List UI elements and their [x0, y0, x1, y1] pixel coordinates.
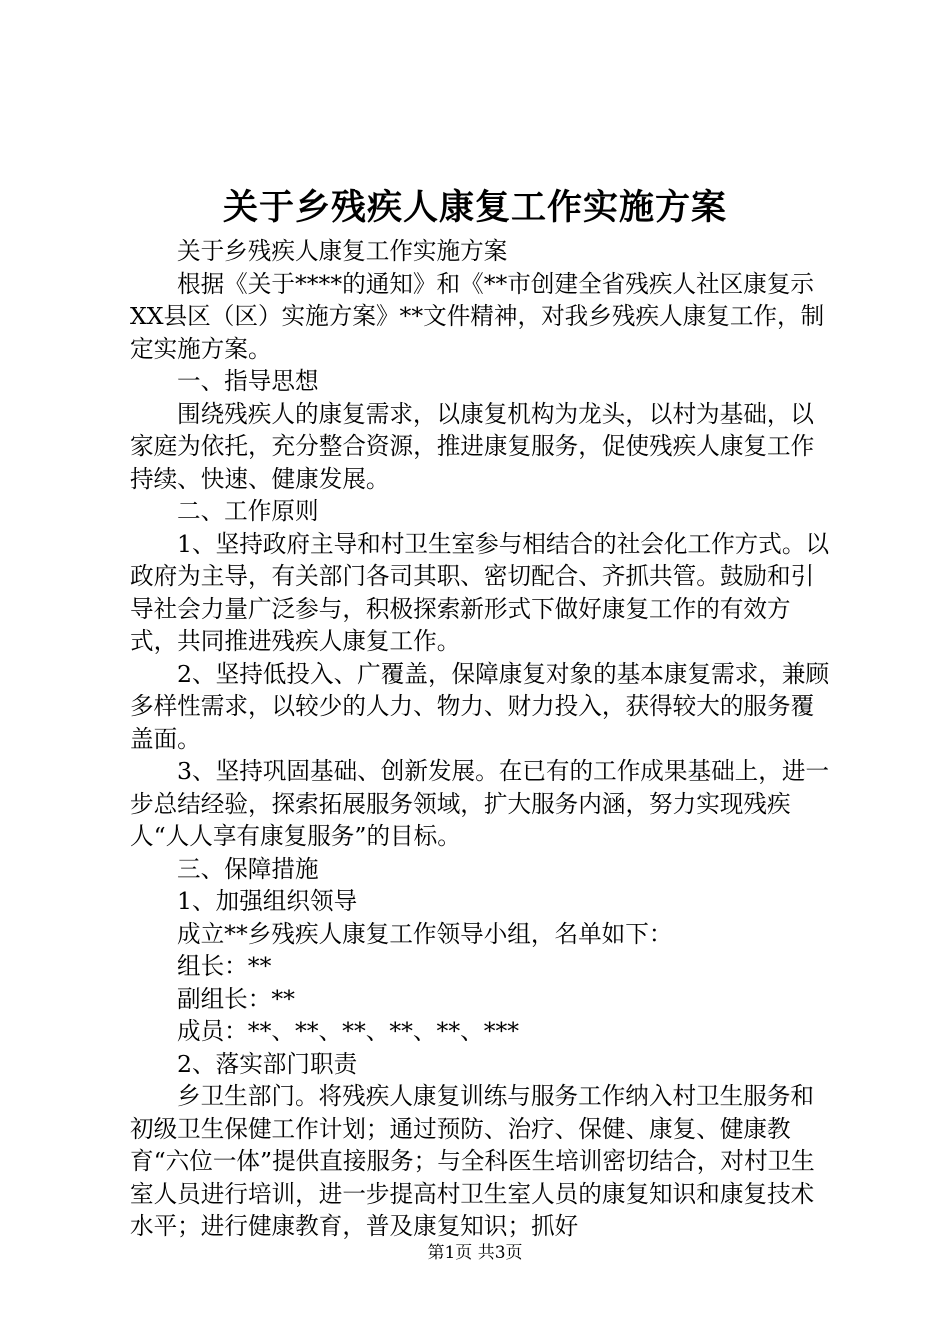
page-footer: 第1页 共3页 — [427, 1243, 523, 1263]
document-title: 关于乡残疾人康复工作实施方案 — [222, 187, 727, 228]
paragraph-deputy-leader: 副组长：** — [177, 984, 295, 1013]
paragraph-health-department: 乡卫生部门。将残疾人康复训练与服务工作纳入村卫生服务和初级卫生保健工作计划；通过预防、治疗、保健、康复、健康教育“六位一体”提供直接服务；与全科医生培训密切结合，对村卫生室人员进行培训，进一步提高村卫生室人员的康复知识和康复技术水平；进行健康教育，普及康复知识；抓好 — [130, 1082, 815, 1240]
paragraph-intro: 根据《关于****的通知》和《**市创建全省残疾人社区康复示XX县区（区）实施方案》**文件精神，对我乡残疾人康复工作，制定实施方案。 — [130, 269, 825, 363]
paragraph-principle-1: 1、坚持政府主导和村卫生室参与相结合的社会化工作方式。以政府为主导，有关部门各司其职、密切配合、齐抓共管。鼓励和引导社会力量广泛参与，积极探索新形式下做好康复工作的有效方式，共同推进残疾人康复工作。 — [130, 529, 830, 655]
heading-guiding-ideology: 一、指导思想 — [177, 367, 319, 395]
paragraph-guiding-ideology: 围绕残疾人的康复需求，以康复机构为龙头，以村为基础，以家庭为依托，充分整合资源，推进康复服务，促使残疾人康复工作持续、快速、健康发展。 — [130, 399, 815, 493]
document-body — [130, 235, 830, 1243]
paragraph-leading-group: 成立**乡残疾人康复工作领导小组，名单如下： — [177, 919, 673, 948]
heading-department-duties: 2、落实部门职责 — [177, 1049, 358, 1078]
paragraph-subtitle: 关于乡残疾人康复工作实施方案 — [177, 237, 508, 265]
heading-strengthen-leadership: 1、加强组织领导 — [177, 887, 358, 915]
heading-safeguard-measures: 三、保障措施 — [177, 854, 319, 883]
paragraph-group-leader: 组长：** — [177, 952, 272, 980]
paragraph-members: 成员：**、**、**、**、**、*** — [177, 1017, 520, 1045]
heading-work-principles: 二、工作原则 — [177, 497, 319, 525]
paragraph-principle-3: 3、坚持巩固基础、创新发展。在已有的工作成果基础上，进一步总结经验，探索拓展服务领域，扩大服务内涵，努力实现残疾人“人人享有康复服务”的目标。 — [130, 757, 830, 850]
paragraph-principle-2: 2、坚持低投入、广覆盖，保障康复对象的基本康复需求，兼顾多样性需求，以较少的人力、物力、财力投入，获得较大的服务覆盖面。 — [130, 659, 830, 753]
